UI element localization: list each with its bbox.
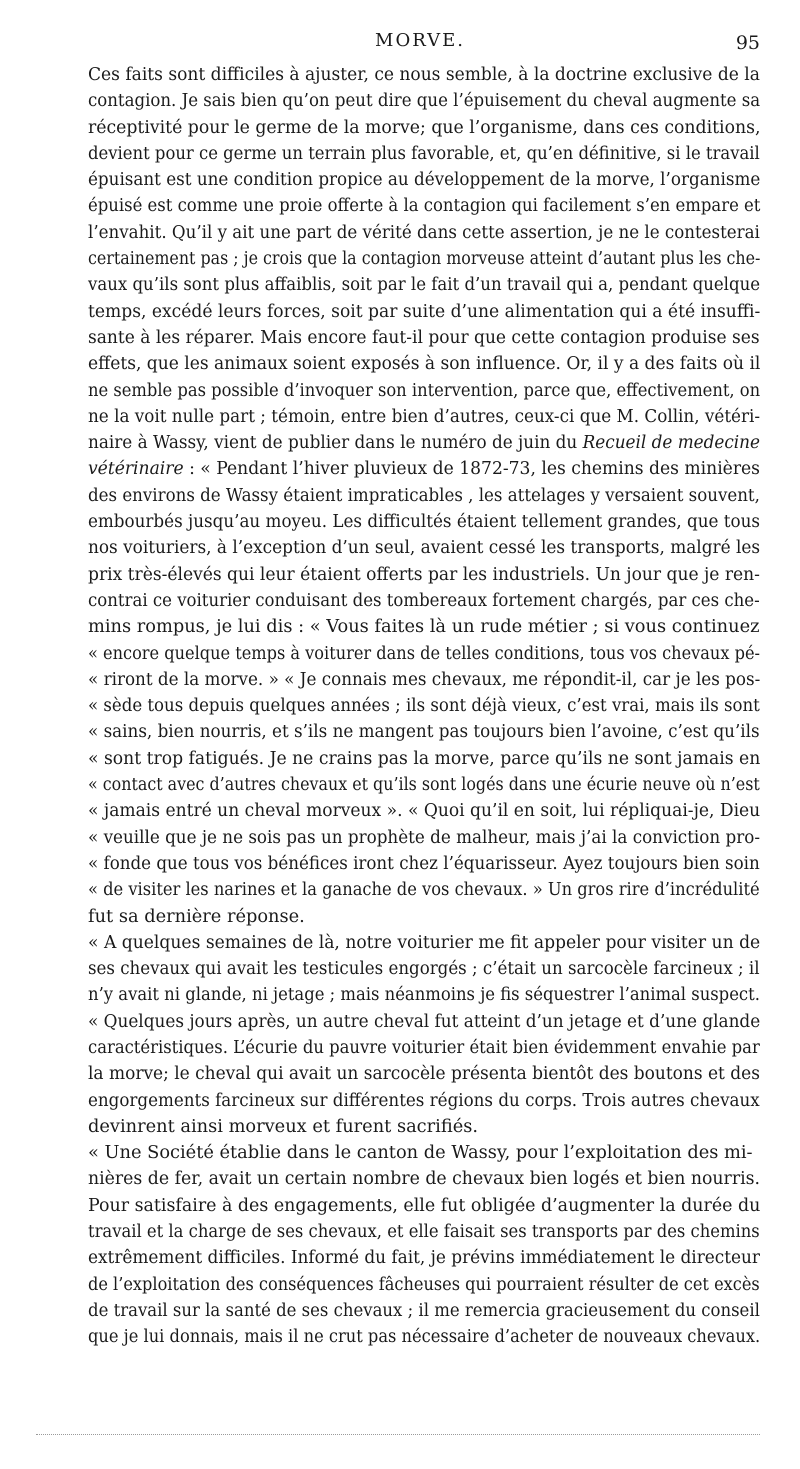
text-line: nières de fer, avait un certain nombre de chevaux bien logés et bien nourris. [88,1168,760,1190]
running-head [80,30,760,60]
text-line: mins rompus, je lui dis : « Vous faites là un rude métier ; si vous continuez [88,616,760,638]
text-line: caractéristiques. L’écurie du pauvre voiturier était bien évidemment envahie par [88,1036,760,1058]
text-line: « de visiter les narines et la ganache de vos chevaux. » Un gros rire d’incrédulité [88,879,760,901]
text-line: travail et la charge de ses chevaux, et elle faisait ses transports par des chemins [88,1221,760,1243]
text-line: prix très-élevés qui leur étaient offerts par les industriels. Un jour que je ren- [88,563,760,585]
body-text [88,62,760,1351]
text-line: la morve; le cheval qui avait un sarcocèle présenta bientôt des boutons et des [88,1063,760,1085]
paragraph [88,930,760,1009]
text-line: l’envahit. Qu’il y ait une part de vérité dans cette assertion, je ne le contesterai [88,221,760,243]
text-line: fut sa dernière réponse. [88,905,305,927]
text-line: « encore quelque temps à voiturer dans de telles conditions, tous vos chevaux pé- [88,642,760,664]
text-line: de l’exploitation des conséquences fâcheuses qui pourraient résulter de cet excès [88,1273,760,1295]
text-line: épuisant est une condition propice au développement de la morve, l’organisme [88,169,761,191]
text-line: devient pour ce germe un terrain plus favorable, et, qu’en définitive, si le travail [88,142,760,164]
text-line: temps, excédé leurs forces, soit par suite d’une alimentation qui a été insuffi- [88,300,761,322]
text-line: contagion. Je sais bien qu’on peut dire que l’épuisement du cheval augmente sa [88,90,761,112]
text-line: embourbés jusqu’au moyeu. Les difficultés étaient tellement grandes, que tous [88,511,760,533]
chapter-title: MORVE. [375,30,465,51]
paragraph [88,1140,760,1350]
text-line: devinrent ainsi morveux et furent sacrifiés. [88,1115,478,1137]
text-line: Ces faits sont difficiles à ajuster, ce nous semble, à la doctrine exclusive de la [88,64,760,85]
text-line: nos voituriers, à l’exception d’un seul, avaient cessé les transports, malgré les [88,537,761,559]
text-line: « jamais entré un cheval morveux ». « Quoi qu’il en soit, lui répliquai-je, Dieu [88,800,761,822]
text-line: extrêmement difficiles. Informé du fait, je prévins immédiatement le directeur [88,1247,761,1269]
text-line: vétérinaire : « Pendant l’hiver pluvieux de 1872-73, les chemins des minières [88,458,760,480]
text-line: n’y avait ni glande, ni jetage ; mais néanmoins je fis séquestrer l’animal suspect. [88,984,760,1006]
text-line: « riront de la morve. » « Je connais mes chevaux, me répondit-il, car je les pos- [88,668,761,690]
text-line: réceptivité pour le germe de la morve; que l’organisme, dans ces conditions, [88,116,761,138]
paragraph [88,62,760,930]
text-line: « fonde que tous vos bénéfices iront chez l’équarisseur. Ayez toujours bien soin [88,852,760,874]
text-line: « sains, bien nourris, et s’ils ne mangent pas toujours bien l’avoine, c’est qu’ils [88,721,760,743]
text-line: naire à Wassy, vient de publier dans le numéro de juin du Recueil de medecine [88,432,760,454]
text-line: vaux qu’ils sont plus affaiblis, soit par le fait d’un travail qui a, pendant quelque [88,274,761,296]
footer-rule [36,1434,760,1435]
text-line: « sont trop fatigués. Je ne crains pas la morve, parce qu’ils ne sont jamais en [88,747,761,769]
text-line: « A quelques semaines de là, notre voiturier me fit appeler pour visiter un de [88,931,761,953]
text-line: que je lui donnais, mais il ne crut pas nécessaire d’acheter de nouveaux chevaux. [88,1326,761,1348]
text-line: ne semble pas possible d’invoquer son intervention, parce que, effectivement, on [88,379,761,401]
text-line: certainement pas ; je crois que la contagion morveuse atteint d’autant plus les che- [88,248,761,270]
text-line: « Une Société établie dans le canton de Wassy, pour l’exploitation des mi- [88,1142,753,1164]
text-line: des environs de Wassy étaient impraticables , les attelages y versaient souvent, [88,484,760,506]
text-line: Pour satisfaire à des engagements, elle fut obligée d’augmenter la durée du [88,1194,761,1216]
text-line: engorgements farcineux sur différentes régions du corps. Trois autres chevaux [88,1089,760,1111]
text-line: « sède tous depuis quelques années ; ils sont déjà vieux, c’est vrai, mais ils sont [88,695,760,717]
text-line: ses chevaux qui avait les testicules engorgés ; c’était un sarcocèle farcineux ; il [88,958,760,980]
text-line: de travail sur la santé de ses chevaux ; il me remercia gracieusement du conseil [88,1299,760,1321]
page-number: 95 [735,32,760,54]
text-line: « contact avec d’autres chevaux et qu’ils sont logés dans une écurie neuve où n’est [88,774,760,796]
text-line: « Quelques jours après, un autre cheval fut atteint d’un jetage et d’une glande [88,1010,761,1032]
text-line: ne la voit nulle part ; témoin, entre bien d’autres, ceux-ci que M. Collin, vétéri- [88,405,761,427]
text-line: « veuille que je ne sois pas un prophète de malheur, mais j’ai la conviction pro- [88,826,761,848]
paragraph [88,1009,760,1140]
text-line: sante à les réparer. Mais encore faut-il pour que cette contagion produise ses [88,326,760,348]
text-line: épuisé est comme une proie offerte à la contagion qui facilement s’en empare et [88,195,761,217]
text-line: contrai ce voiturier conduisant des tombereaux fortement chargés, par ces che- [88,589,760,611]
text-line: effets, que les animaux soient exposés à son influence. Or, il y a des faits où il [88,353,761,375]
